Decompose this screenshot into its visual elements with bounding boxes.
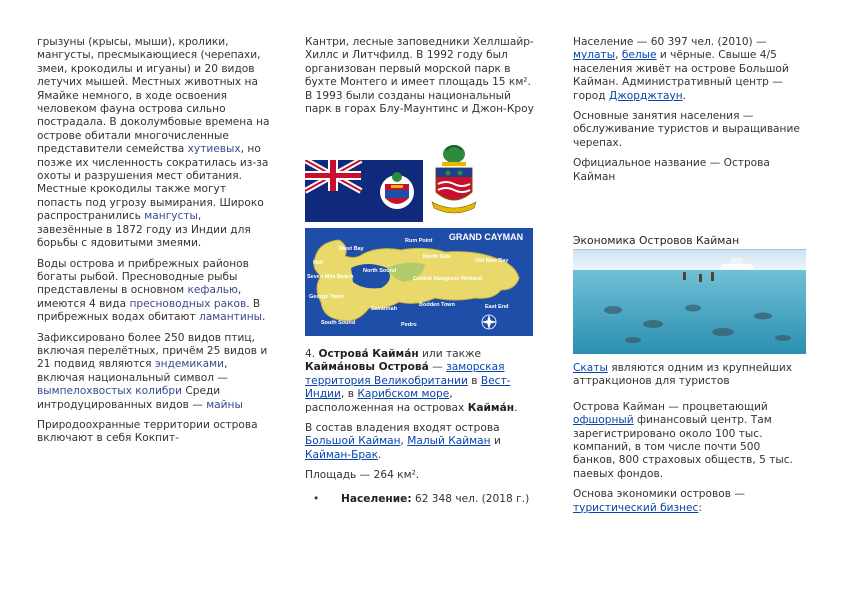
column-right-lower	[573, 362, 806, 522]
link-manatee[interactable]: ламантины	[198, 311, 263, 324]
text: финансовый центр. Там зарегистрировано около 100 тыс. компаний, в том числе почти 500 банков, 800 страховых обществ, 5 тыс. паевых фондов.	[573, 414, 793, 480]
link-overseas-territory[interactable]: заморская территория Великобритании	[305, 361, 505, 387]
bold-name: Кайма́н	[467, 401, 515, 414]
link-offshore[interactable]: офшорный	[573, 414, 634, 427]
text: Население — 60 397 чел. (2010) —	[573, 36, 767, 48]
link-rays[interactable]: Скаты	[573, 362, 608, 374]
text: , в	[340, 388, 358, 401]
text: .	[682, 89, 687, 102]
population-list	[305, 493, 537, 506]
paragraph-islands	[305, 422, 537, 462]
text: или также	[418, 348, 482, 360]
link-endemic[interactable]: эндемиками	[154, 358, 225, 371]
map-label-savannah: Savannah	[371, 306, 397, 312]
list-item-population	[313, 493, 537, 506]
paragraph-occupations: Основные занятия населения — обслуживание туристов и выращивание черепах.	[573, 110, 800, 149]
column-middle-lower	[305, 348, 537, 506]
map-label-hell: Hell	[313, 260, 324, 266]
link-west-indies[interactable]: Вест-Индии	[305, 374, 511, 401]
link-white[interactable]: белые	[621, 49, 657, 62]
population-label: Население:	[341, 492, 412, 505]
link-hummingbird[interactable]: вымпелохвостых колибри	[37, 385, 182, 398]
population-value: 62 348 чел. (2018 г.)	[411, 492, 530, 505]
text: Зафиксировано более 250 видов птиц, включая перелётных, причём 25 видов и 21 подвид являются	[37, 331, 268, 371]
link-hutias[interactable]: хутиевых	[187, 143, 241, 156]
link-little-cayman[interactable]: Малый Кайман	[407, 435, 491, 448]
cayman-flag-image	[305, 160, 423, 222]
map-label-bodden-town: Bodden Town	[419, 302, 455, 308]
map-label-pedro: Pedro	[401, 322, 417, 328]
map-label-west-bay: West Bay	[339, 246, 364, 252]
map-label-central-mangrove: Central Mangrove Wetland	[413, 276, 483, 282]
paragraph-official-name: Официальное название — Острова Кайман	[573, 157, 770, 183]
text: .	[514, 401, 518, 414]
text: , но позже их численность сократилась из-за охоты и разрушения мест обитания. Местные крокодилы также могут попасть под угрозу вымирания. Широко распространились	[37, 143, 269, 223]
text: .	[262, 311, 266, 324]
section-economy-title: Экономика Островов Кайман	[573, 234, 806, 250]
paragraph-area: Площадь — 264 км².	[305, 469, 420, 482]
text: ,	[615, 49, 622, 62]
text: и чёрные. Свыше 4/5 населения живёт на острове Большой Кайман. Административный центр — город	[573, 49, 789, 102]
bold-name: Острова́ Кайма́н	[318, 348, 419, 360]
link-myna[interactable]: майны	[206, 398, 243, 411]
text: , завезённые в 1872 году из Индии для борьбы с ядовитыми змеями.	[37, 210, 251, 250]
column-middle	[305, 36, 537, 123]
link-mullet[interactable]: кефалью	[187, 284, 238, 297]
map-label-east-end: East End	[485, 304, 509, 310]
link-tourism[interactable]: туристический бизнес	[573, 501, 699, 514]
text: :	[698, 501, 702, 514]
paragraph-protected: Природоохранные территории острова включают в себя Кокпит-	[37, 418, 258, 445]
map-label-george-town: George Town	[309, 294, 344, 300]
link-grand-cayman[interactable]: Большой Кайман	[305, 435, 401, 448]
bullet-icon: •	[313, 492, 320, 505]
text: ,	[400, 435, 408, 448]
text: 4.	[305, 348, 319, 360]
text: и	[490, 435, 501, 448]
link-crayfish[interactable]: пресноводных раков	[129, 297, 247, 310]
text: в	[467, 374, 481, 387]
cayman-coat-of-arms-image	[428, 140, 480, 220]
column-right	[573, 36, 806, 191]
text: , расположенная на островах	[305, 388, 468, 414]
paragraph-parks: Кантри, лесные заповедники Хеллшайр-Хиллс и Литчфилд. В 1992 году был организован первый морской парк в бухте Монтего и имеет площадь 15 км². В 1993 были созданы национальный парк в горах Блу-Маунтинс и Джон-Кроу	[305, 36, 534, 116]
text: . В прибрежных водах обитают	[37, 297, 261, 324]
link-cayman-brac[interactable]: Кайман-Брак	[305, 448, 379, 461]
text: являются одним из крупнейших аттракционов для туристов	[573, 362, 792, 388]
link-george-town[interactable]: Джорджтаун	[608, 89, 683, 102]
link-caribbean-sea[interactable]: Карибском море	[357, 388, 450, 401]
map-title: GRAND CAYMAN	[448, 232, 524, 242]
text: Воды острова и прибрежных районов богаты рыбой. Пресноводные рыбы представлены в основном	[37, 257, 249, 297]
text: .	[378, 448, 382, 461]
text: Острова Кайман — процветающий	[573, 400, 768, 413]
link-mulatto[interactable]: мулаты	[573, 49, 616, 62]
paragraph-offshore	[573, 401, 806, 481]
stingray-photo-image	[573, 250, 806, 354]
text: Основа экономики островов —	[573, 488, 745, 501]
paragraph-population	[573, 36, 806, 103]
map-label-north-sound: North Sound	[363, 268, 397, 274]
map-label-north-side: North Side	[423, 254, 451, 260]
text: Среди интродуцированных видов —	[37, 385, 221, 411]
map-label-rum-point: Rum Point	[405, 238, 433, 244]
text: грызуны (крысы, мыши), кролики, мангусты, пресмыкающиеся (черепахи, змеи, крокодилы и игуаны) и 20 видов летучих мышей. Местных животных на Ямайке немного, в ходе освоения человеком фауна острова сильно пострадала. В доколумбовые времена на острове обитали многочисленные представители семейства	[37, 36, 270, 156]
column-left	[37, 36, 270, 453]
union-jack-canton	[305, 160, 361, 191]
paragraph-birds	[37, 332, 270, 412]
map-label-seven-mile-beach: Seven Mile Beach	[307, 274, 354, 280]
link-mongoose[interactable]: мангусты	[144, 210, 198, 223]
text: , включая национальный символ —	[37, 358, 228, 384]
photo-caption	[573, 362, 806, 389]
paragraph-fish	[37, 258, 270, 325]
grand-cayman-map-image	[305, 228, 533, 336]
bold-name: Кайма́новы Острова́	[305, 361, 429, 374]
paragraph-tourism	[573, 488, 806, 515]
text: , имеются 4 вида	[37, 284, 242, 310]
paragraph-cayman-definition	[305, 348, 537, 415]
map-label-south-sound: South Sound	[321, 320, 356, 326]
map-label-old-man-bay: Old Man Bay	[475, 258, 509, 264]
paragraph-fauna	[37, 36, 270, 251]
text: —	[428, 361, 447, 374]
text: В состав владения входят острова	[305, 422, 500, 435]
